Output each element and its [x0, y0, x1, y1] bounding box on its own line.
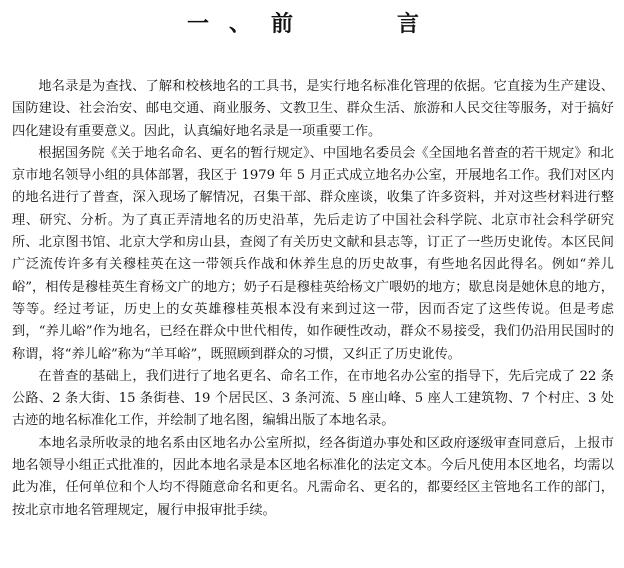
section-title: 一、前 言	[186, 11, 439, 37]
paragraph-purpose: 地名录是为查找、了解和校核地名的工具书，是实行地名标准化管理的依据。它直接为生产建设、国防建设、社会治安、邮电交通、商业服务、文教卫生、群众生活、旅游和人民交往等服务，对于搞好四化建设有重要意义。因此，认真编好地名录是一项重要工作。	[12, 79, 614, 139]
paragraph-history: 根据国务院《关于地名命名、更名的暂行规定》、中国地名委员会《全国地名普查的若干规定》和北京市地名领导小组的具体部署，我区于 1979 年 5 月正式成立地名办公室，开展地名工作。我们对区内的地名进行了普查，深入现场了解情况，召集干部、群众座谈，收集了许多资料，并对这些材料进行整理、研究、分析。为了真正弄清地名的历史沿革，先后走访了中国社会科学院、北京市社会科学研究所、北京图书馆、北京大学和房山县，查阅了有关历史文献和县志等，订正了一些历史讹传。本区民间广泛流传许多有关穆桂英在这一带领兵作战和休养生息的历史故事，有些地名因此得名。例如“养儿峪”，相传是穆桂英生育杨文广的地方；奶子石是穆桂英给杨文广喂奶的地方；歇息岗是她休息的地方，等等。经过考证，历史上的女英雄穆桂英根本没有来到过这一带，因而否定了这些传说。但是考虑到，“养儿峪”作为地名，已经在群众中世代相传，如作硬性改动，群众不易接受，我们仍沿用民国时的称谓，将“养儿峪”称为“羊耳峪”，既照顾到群众的习惯，又纠正了历史讹传。	[12, 145, 614, 362]
paragraph-standardization: 在普查的基础上，我们进行了地名更名、命名工作，在市地名办公室的指导下，先后完成了 22 条公路、2 条大街、15 条街巷、19 个居民区、3 条河流、5 座山峰、5 座人工建筑物、7 个村庄、3 处古迹的地名标准化工作，并绘制了地名图，编辑出版了本地名录。	[12, 368, 614, 429]
paragraph-approval: 本地名录所收录的地名系由区地名办公室所拟，经各街道办事处和区政府逐级审查同意后，上报市地名领导小组正式批准的，因此本地名录是本区地名标准化的法定文本。今后凡使用本区地名，均需以此为准，任何单位和个人均不得随意命名和更名。凡需命名、更名的，都要经区主管地名工作的部门，按北京市地名管理规定，履行申报审批手续。	[12, 435, 614, 518]
